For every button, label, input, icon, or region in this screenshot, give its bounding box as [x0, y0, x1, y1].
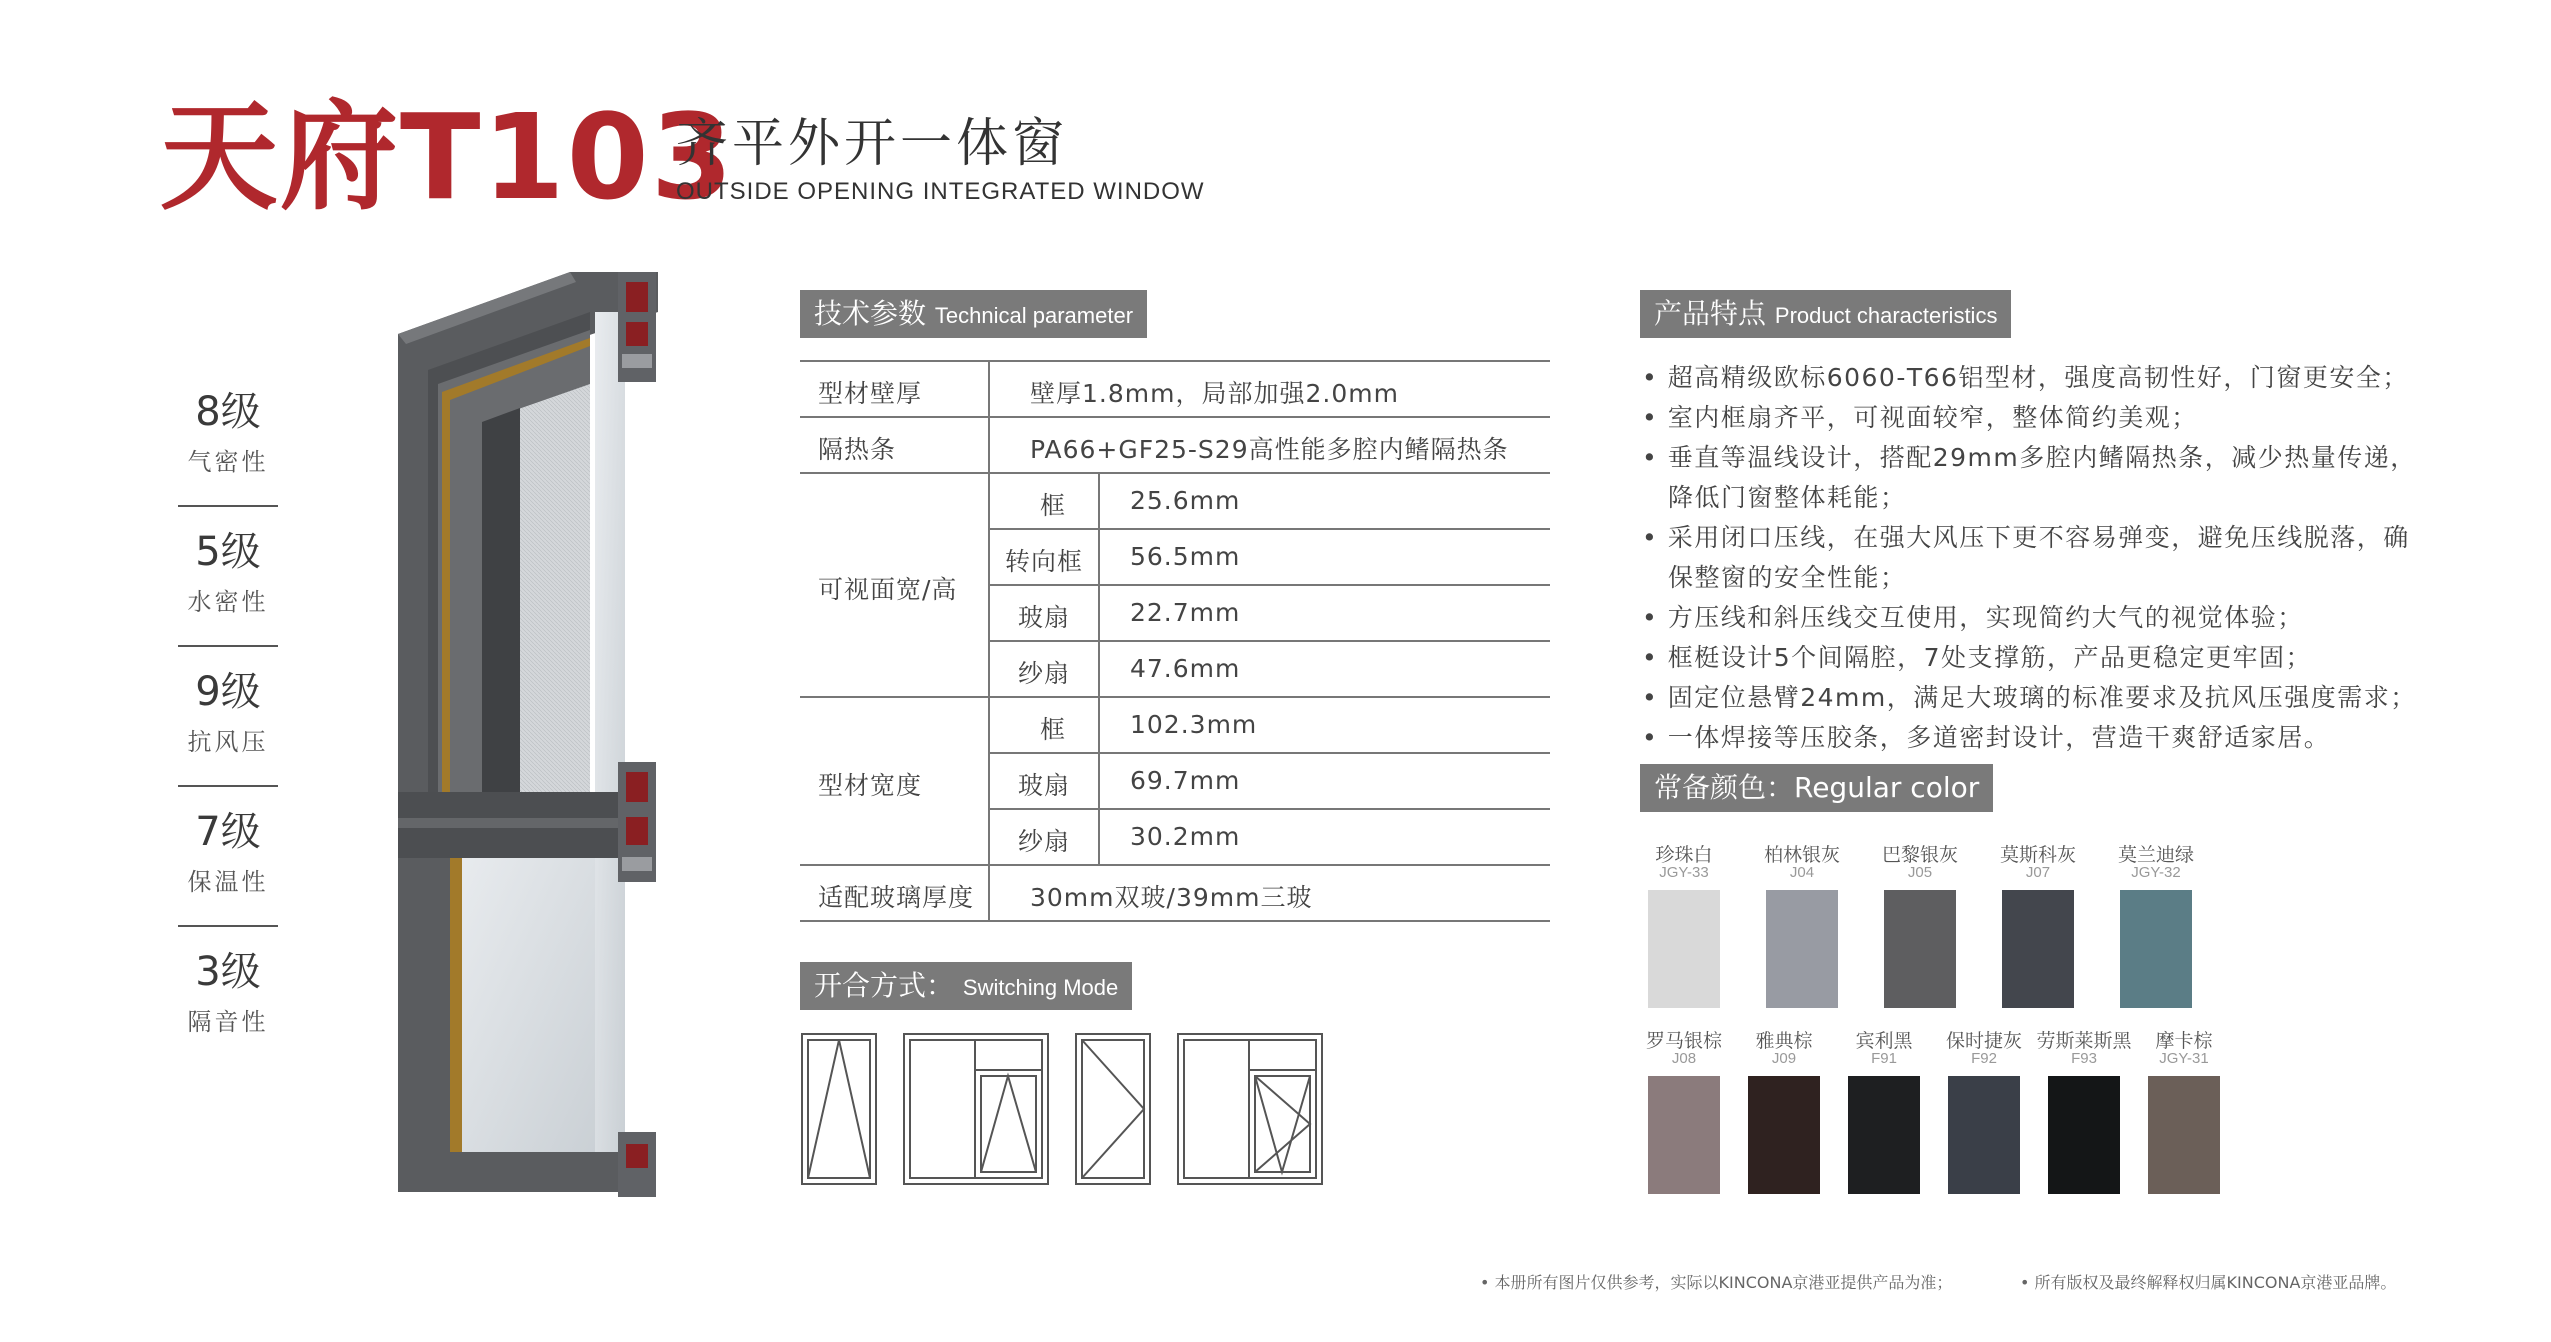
profile-section-middle [618, 762, 656, 882]
color-name: 柏林银灰 [1763, 844, 1840, 866]
color-code: F92 [1971, 1050, 1997, 1067]
rating-level: 5级 [195, 529, 261, 575]
table-rule [988, 528, 1550, 530]
table-rule [800, 472, 1550, 474]
tech-sub-value: 25.6mm [1130, 486, 1241, 515]
feature-line: • 框梃设计5个间隔腔，7处支撑筋，产品更稳定更牢固； [1642, 643, 2313, 672]
color-swatch [1648, 1076, 1720, 1194]
table-rule [988, 752, 1550, 754]
rating-name: 水密性 [187, 588, 269, 616]
color-code: J09 [1771, 1050, 1797, 1067]
color-name: 莫斯科灰 [1999, 844, 2076, 866]
rating-name: 气密性 [187, 448, 269, 476]
color-swatch [1884, 890, 1956, 1008]
color-swatch [2148, 1076, 2220, 1194]
tech-sub-label: 框 [1039, 715, 1066, 744]
table-rule [800, 360, 1550, 362]
color-name: 摩卡棕 [2155, 1030, 2213, 1052]
rating-watertightness [178, 529, 278, 617]
tech-sub-value: 30.2mm [1130, 822, 1241, 851]
color-swatch [1648, 890, 1720, 1008]
rating-insulation [178, 809, 278, 897]
tech-params-heading [800, 290, 1147, 338]
color-name: 雅典棕 [1755, 1030, 1813, 1052]
color-code: J05 [1907, 864, 1933, 881]
tech-sub-value: 22.7mm [1130, 598, 1241, 627]
mode-fixed-with-top-sash [904, 1034, 1048, 1184]
rating-airtightness [178, 389, 278, 477]
feature-line: • 方压线和斜压线交互使用，实现简约大气的视觉体验； [1642, 603, 2304, 632]
color-swatch [1766, 890, 1838, 1008]
rating-level: 8级 [195, 389, 261, 435]
color-code: J08 [1671, 1050, 1697, 1067]
product-subtitle-en: OUTSIDE OPENING INTEGRATED WINDOW [676, 178, 1205, 205]
color-swatch [1748, 1076, 1820, 1194]
color-swatch [2048, 1076, 2120, 1194]
product-subtitle-cn: 齐平外开一体窗 [676, 114, 1069, 174]
color-swatch [1848, 1076, 1920, 1194]
heading-en: Switching Mode [962, 975, 1119, 1000]
rating-name: 隔音性 [187, 1008, 269, 1036]
tech-group-label: 型材宽度 [818, 771, 923, 800]
heading-en: Technical parameter [934, 303, 1134, 328]
tech-sub-value: 47.6mm [1130, 654, 1241, 683]
color-name: 保时捷灰 [1945, 1030, 2022, 1052]
divider [178, 645, 278, 647]
features-heading [1640, 290, 2011, 338]
heading-cn: 开合方式： [814, 969, 955, 1002]
color-name: 宾利黑 [1855, 1030, 1913, 1052]
profile-section-bottom [618, 1132, 656, 1197]
color-swatch [2120, 890, 2192, 1008]
feature-line: 降低门窗整体耗能； [1668, 483, 1907, 512]
tech-label: 隔热条 [818, 435, 897, 464]
color-name: 莫兰迪绿 [2117, 844, 2194, 866]
heading-en: Product characteristics [1774, 303, 1998, 328]
rating-name: 保温性 [187, 868, 269, 896]
divider [178, 785, 278, 787]
table-rule [800, 696, 1550, 698]
table-rule [1098, 472, 1100, 864]
divider [178, 505, 278, 507]
rating-wind-pressure [178, 669, 278, 757]
rating-level: 9级 [195, 669, 261, 715]
tech-group-label: 可视面宽/高 [818, 575, 958, 604]
colors-heading [1640, 764, 1993, 812]
feature-line: 保整窗的安全性能； [1668, 563, 1907, 592]
tech-sub-label: 纱扇 [1017, 827, 1070, 856]
heading-cn: 产品特点 [1654, 297, 1767, 330]
tech-label: 适配玻璃厚度 [818, 883, 975, 912]
tech-label: 型材壁厚 [818, 379, 923, 408]
color-name: 劳斯莱斯黑 [2036, 1030, 2132, 1052]
footer-note-reference: • 本册所有图片仅供参考，实际以KINCONA京港亚提供产品为准； [1480, 1273, 1953, 1292]
table-rule [800, 416, 1550, 418]
switching-mode-heading [800, 962, 1132, 1010]
feature-line: • 一体焊接等压胶条，多道密封设计，营造干爽舒适家居。 [1642, 723, 2331, 752]
table-rule [988, 808, 1550, 810]
profile-section-top [618, 272, 656, 382]
rating-level: 7级 [195, 809, 261, 855]
tech-value: 30mm双玻/39mm三玻 [1030, 883, 1313, 912]
feature-line: • 固定位悬臂24mm，满足大玻璃的标准要求及抗风压强度需求； [1642, 683, 2417, 712]
color-name: 珍珠白 [1655, 844, 1713, 866]
tech-value: 壁厚1.8mm，局部加强2.0mm [1030, 379, 1399, 408]
tech-sub-label: 玻扇 [1017, 771, 1070, 800]
feature-line: • 垂直等温线设计，搭配29mm多腔内鳍隔热条，减少热量传递， [1642, 443, 2417, 472]
tech-sub-label: 玻扇 [1017, 603, 1070, 632]
table-rule [800, 920, 1550, 922]
heading-text: 常备颜色：Regular color [1654, 771, 1980, 804]
color-name: 罗马银棕 [1645, 1030, 1722, 1052]
rating-level: 3级 [195, 949, 261, 995]
color-code: J07 [2025, 864, 2051, 881]
mode-casement-top-hung [802, 1034, 876, 1184]
feature-line: • 超高精级欧标6060-T66铝型材，强度高韧性好，门窗更安全； [1642, 363, 2409, 392]
tech-sub-value: 102.3mm [1130, 710, 1258, 739]
mode-fixed-with-tilt-sash [1178, 1034, 1322, 1184]
color-name: 巴黎银灰 [1881, 844, 1958, 866]
rating-sound-insulation [178, 949, 278, 1037]
color-code: JGY-31 [2159, 1050, 2209, 1067]
color-swatch [1948, 1076, 2020, 1194]
color-code: F93 [2071, 1050, 2097, 1067]
footer-note-copyright: • 所有版权及最终解释权归属KINCONA京港亚品牌。 [2020, 1273, 2397, 1292]
product-title: 天府T103 [160, 88, 735, 226]
rating-name: 抗风压 [187, 728, 269, 756]
tech-sub-value: 69.7mm [1130, 766, 1241, 795]
mode-side-hung [1076, 1034, 1150, 1184]
color-code: J04 [1789, 864, 1815, 881]
tech-sub-label: 转向框 [1004, 547, 1083, 576]
color-swatch [2002, 890, 2074, 1008]
table-rule [800, 864, 1550, 866]
feature-line: • 室内框扇齐平，可视面较窄，整体简约美观； [1642, 403, 2198, 432]
table-rule [988, 640, 1550, 642]
color-code: F91 [1871, 1050, 1897, 1067]
switching-mode-diagrams [800, 1030, 1340, 1190]
feature-line: • 采用闭口压线，在强大风压下更不容易弹变，避免压线脱落，确 [1642, 523, 2410, 552]
table-rule [988, 584, 1550, 586]
divider [178, 925, 278, 927]
table-rule [988, 360, 990, 920]
tech-value: PA66+GF25-S29高性能多腔内鳍隔热条 [1030, 435, 1509, 464]
tech-sub-value: 56.5mm [1130, 542, 1241, 571]
color-code: JGY-33 [1659, 864, 1709, 881]
window-product-image [390, 272, 670, 1202]
tech-sub-label: 框 [1039, 491, 1066, 520]
tech-sub-label: 纱扇 [1017, 659, 1070, 688]
heading-cn: 技术参数 [814, 297, 927, 330]
color-code: JGY-32 [2131, 864, 2181, 881]
